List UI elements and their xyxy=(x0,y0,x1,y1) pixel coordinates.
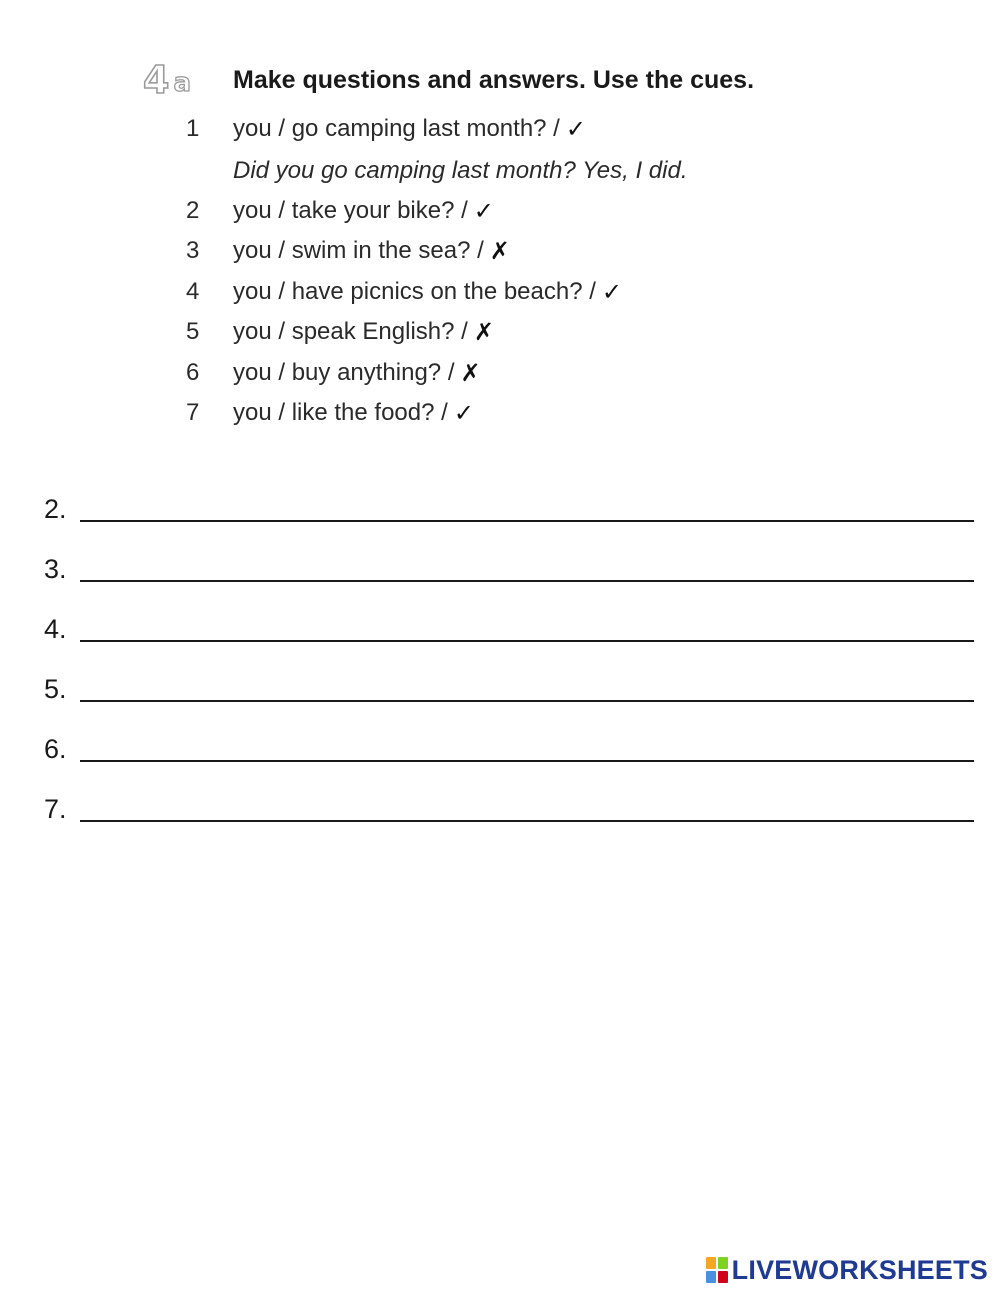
logo-square xyxy=(706,1257,716,1269)
answer-field[interactable] xyxy=(80,760,974,762)
cue-text: you / buy anything? / xyxy=(233,359,455,386)
cue-text: you / like the food? / xyxy=(233,399,448,426)
logo-square xyxy=(718,1271,728,1283)
answer-number: 5. xyxy=(44,674,67,704)
cross-mark-icon: ✗ xyxy=(460,359,481,387)
cue-text: you / have picnics on the beach? / xyxy=(233,278,596,305)
cue-number: 6 xyxy=(186,359,200,386)
answer-number: 4. xyxy=(44,614,67,644)
cue-number: 7 xyxy=(186,399,200,426)
answer-row xyxy=(44,544,974,584)
cue-item xyxy=(186,192,494,230)
logo-square xyxy=(706,1271,716,1283)
cue-number: 3 xyxy=(186,237,200,264)
cue-item xyxy=(186,354,481,392)
exercise-heading xyxy=(143,58,191,102)
cue-text: you / go camping last month? / xyxy=(233,115,560,142)
cue-text: you / speak English? / xyxy=(233,318,468,345)
check-mark-icon: ✓ xyxy=(565,115,586,143)
answer-field[interactable] xyxy=(80,700,974,702)
cue-text: you / take your bike? / xyxy=(233,197,468,224)
cue-number: 2 xyxy=(186,197,200,224)
exercise-letter: a xyxy=(173,68,191,98)
answer-row xyxy=(44,484,974,524)
cue-item xyxy=(186,313,494,351)
example-answer: Did you go camping last month? Yes, I did. xyxy=(233,157,688,184)
cue-text: you / swim in the sea? / xyxy=(233,237,484,264)
answer-row xyxy=(44,724,974,764)
brand-logo[interactable] xyxy=(706,1253,988,1287)
answer-field[interactable] xyxy=(80,520,974,522)
exercise-instruction: Make questions and answers. Use the cues. xyxy=(233,66,755,94)
cross-mark-icon: ✗ xyxy=(473,318,494,346)
answer-field[interactable] xyxy=(80,640,974,642)
cue-item xyxy=(186,394,474,432)
answer-number: 7. xyxy=(44,794,67,824)
check-mark-icon: ✓ xyxy=(453,399,474,427)
brand-name: LIVEWORKSHEETS xyxy=(731,1254,988,1285)
cue-number: 5 xyxy=(186,318,200,345)
check-mark-icon: ✓ xyxy=(473,197,494,225)
answer-row xyxy=(44,664,974,704)
cue-item xyxy=(186,232,510,270)
answer-number: 6. xyxy=(44,734,67,764)
cue-number: 4 xyxy=(186,278,200,305)
answer-number: 2. xyxy=(44,494,67,524)
check-mark-icon: ✓ xyxy=(601,278,623,306)
answer-row xyxy=(44,784,974,824)
cue-number: 1 xyxy=(186,115,200,142)
cue-item xyxy=(186,273,622,311)
exercise-number: 4 xyxy=(143,58,170,102)
logo-square xyxy=(718,1257,728,1269)
answer-number: 3. xyxy=(44,554,67,584)
answer-row xyxy=(44,604,974,644)
answer-field[interactable] xyxy=(80,820,974,822)
answer-field[interactable] xyxy=(80,580,974,582)
cross-mark-icon: ✗ xyxy=(489,237,510,265)
cue-item xyxy=(186,110,586,148)
liveworksheets-logo-icon xyxy=(706,1257,728,1283)
